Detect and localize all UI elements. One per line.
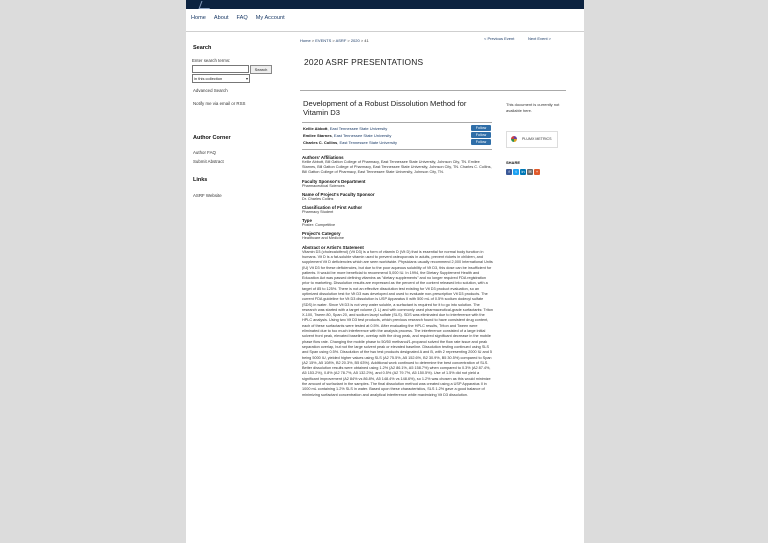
article-title: Development of a Robust Dissolution Method for Vitamin D3	[303, 99, 467, 117]
author-corner-heading: Author Corner	[193, 135, 231, 141]
search-heading: Search	[193, 45, 212, 51]
follow-button[interactable]: Follow	[471, 139, 491, 145]
nav-home[interactable]: Home	[191, 15, 206, 21]
more-share-icon[interactable]: +	[535, 169, 539, 174]
divider	[302, 122, 492, 123]
follow-button[interactable]: Follow	[471, 132, 491, 138]
field-value: Healthcare and Medicine	[302, 236, 345, 241]
search-scope-value: in this collection	[194, 76, 223, 81]
breadcrumb-events[interactable]: EVENTS	[315, 38, 332, 43]
field-heading: Faculty Sponsor's Department	[302, 178, 366, 184]
search-scope-select[interactable]	[192, 74, 250, 83]
divider	[300, 90, 566, 91]
abstract-heading: Abstract or Artist's Statement	[302, 244, 364, 250]
logo-icon[interactable]	[199, 1, 213, 9]
search-input[interactable]	[192, 65, 249, 73]
field-heading: Type	[302, 218, 312, 224]
twitter-icon[interactable]: t	[513, 169, 519, 175]
page	[186, 0, 584, 543]
search-button[interactable]: Search	[250, 65, 272, 74]
collection-title: 2020 ASRF PRESENTATIONS	[304, 57, 424, 67]
top-nav	[191, 15, 285, 25]
field-heading: Name of Project's Faculty Sponsor	[302, 191, 375, 197]
plumx-metrics-widget[interactable]	[506, 131, 558, 148]
field-value: Dr. Charles Collins	[302, 196, 334, 201]
breadcrumb-asrf[interactable]: ASRF	[335, 38, 347, 43]
breadcrumb: Home > EVENTS > ASRF > 2020 > 41	[300, 38, 369, 43]
author-affiliation: , East Tennessee State University	[331, 133, 392, 138]
search-label: Enter search terms:	[192, 58, 231, 63]
availability-note: This document is currently not available here.	[506, 102, 560, 113]
author-affiliation: , East Tennessee State University	[337, 140, 397, 145]
field-value: Pharmaceutical Sciences	[302, 183, 345, 188]
email-icon[interactable]: ✉	[528, 169, 532, 174]
linkedin-icon[interactable]: in	[521, 169, 525, 174]
plumx-label: PLUMX METRICS	[522, 137, 552, 141]
notify-link[interactable]: Notify me via email or RSS	[193, 101, 246, 106]
nav-about[interactable]: About	[213, 15, 229, 21]
author-3	[303, 140, 397, 145]
links-heading: Links	[193, 177, 208, 183]
nav-divider	[186, 31, 584, 32]
author-name[interactable]: Emilee Starnes	[303, 133, 332, 138]
submit-abstract-link[interactable]: Submit Abstract	[193, 159, 224, 164]
site-header-bar	[186, 0, 584, 9]
nav-my-account[interactable]: My Account	[255, 15, 285, 21]
author-1	[303, 126, 387, 131]
field-heading: Project's Category	[302, 231, 341, 237]
asrf-website-link[interactable]: ASRF Website	[193, 193, 222, 198]
author-faq-link[interactable]: Author FAQ	[193, 150, 216, 155]
breadcrumb-year[interactable]: 2020	[350, 38, 360, 43]
field-heading: Authors' Affiliations	[302, 155, 344, 160]
field-value: Poster: Competitive	[302, 223, 336, 228]
field-value: Kellie Abbott, Bill Gatton College of Pharmacy, East Tennessee State University, Johnson City, TN. Emilee Starnes, Bill Gatton College of Pharmacy, East Tennessee State University, Johnson City, TN. Charles C. Collins, Bill Gatton College of Pharmacy, East Tennessee State University, Johnson City, TN.	[302, 160, 492, 175]
field-value: Pharmacy Student	[302, 210, 334, 215]
article-body	[302, 152, 494, 398]
previous-event-link[interactable]: < Previous Event	[484, 36, 515, 41]
advanced-search-link[interactable]: Advanced Search	[193, 88, 228, 93]
author-2	[303, 133, 391, 138]
divider	[302, 149, 492, 150]
breadcrumb-current: 41	[364, 38, 369, 43]
plumx-icon	[511, 136, 517, 142]
author-affiliation: , East Tennessee State University	[327, 126, 388, 131]
breadcrumb-home[interactable]: Home	[300, 38, 311, 43]
chevron-down-icon: ▾	[245, 76, 248, 81]
field-heading: Classification of First Author	[302, 205, 363, 211]
nav-faq[interactable]: FAQ	[236, 15, 248, 21]
author-name[interactable]: Charles C. Collins	[303, 140, 338, 145]
author-name[interactable]: Kellie Abbott	[303, 126, 328, 131]
share-heading: SHARE	[506, 160, 521, 165]
next-event-link[interactable]: Next Event >	[528, 36, 552, 41]
facebook-icon[interactable]: f	[506, 169, 512, 175]
follow-button[interactable]: Follow	[471, 125, 491, 131]
abstract-text: Vitamin D3 (cholecalciferol) (Vit D3) is a form of vitamin D (Vit D) that is essential for normal body function in humans. Vit D is a fat-soluble vitamin used to prevent osteoporosis in adults, prevent rickets in children, and supplement Vit D deficiencies which are seen worldwide. Physicians usually recommend 2,000 International Units (IU) Vit D3 for these deficiencies, but due to the poor aqueous solubility of Vit D3, this dose can be insufficient for patients. It would be more beneficial to recommend 5,000 IU. In 1994, the Dietary Supplement Health and Education Act was passed defining vitamins as "dietary supplements" and no longer required FDA registration prior to marketing. Dissolution results are expressed as the percent of the content released into solution, with a target of 85 to 125%. There is not an effective dissolution test existing for Vit D3 product evaluation, so an optimized dissolution test for Vit D3 was developed and used to evaluate non-prescription Vit D3 products. The current FDA guideline for Vit D3 dissolution is USP Apparatus II with 500 mL of 0.5% sodium dodecyl sulfate (SDS) in water. Since Vit D3 is not very water soluble, a surfactant is required for it to go into solution. The research was started with a target volume (1 L) and with commonly used pharmaceutical-grade surfactants: Triton X-100, Tween 80, Span 20, and sodium lauryl sulfate (SLS). SDS was eliminated due to interference with the HPLC analysis. Using two Vit D3 test products, which previous research found to have consistent drug content, each of these surfactants were tested at 0.5%. After evaluating the HPLC results, Triton and Tween were eliminated due to too much interference with the analysis process. The interference consisted of a large initial solvent front peak, elevated baseline, overlap with the drug peak, and required significant decrease in the mobile phase flow rate. Changing the mobile phase to 50/50 methanol/1-propanol solved the flow rate issue and peak separation overlap, but not the large solvent peak or elevated baseline. Dissolution testing continued using SLS and Span using 0.5%. Dissolution of the two test products designated A and B, with 2 representing 2000 IU and 5 being 5000 IU, yielded higher values using SLS (A2 75.5%, A5 152.6%, B2 30.9%, B5 30.5%) compared to Span (A2 15%, A5 108%, B2 20.3%, B5 63%). Additional work continued to determine the best concentration of SLS. Better dissolution results were obtained using 1.2% (A2 86.1%, A5 158.7%) when compared to 0.3% (A2 87.4%, A5 153.2%), 0.8% (A2 78.7%, A5 132.2%), and 0.5% (A2 79.7%, A5 150.5%). Use of 1.5% did not yield a significant improvement (A2 84% vs 86.8%, A5 148.4% vs 148.6%), so 1.2% was chosen as this would minimize the amount of surfactant in the samples. The final dissolution method was created using a USP Apparatus II in 1000 mL containing 1.2% SLS in water. Based upon these characteristics, SLS 1.2% gave a good balance of minimizing surfactant concentration and analytical interference while maximizing Vit D3 dissolution.	[302, 249, 493, 397]
